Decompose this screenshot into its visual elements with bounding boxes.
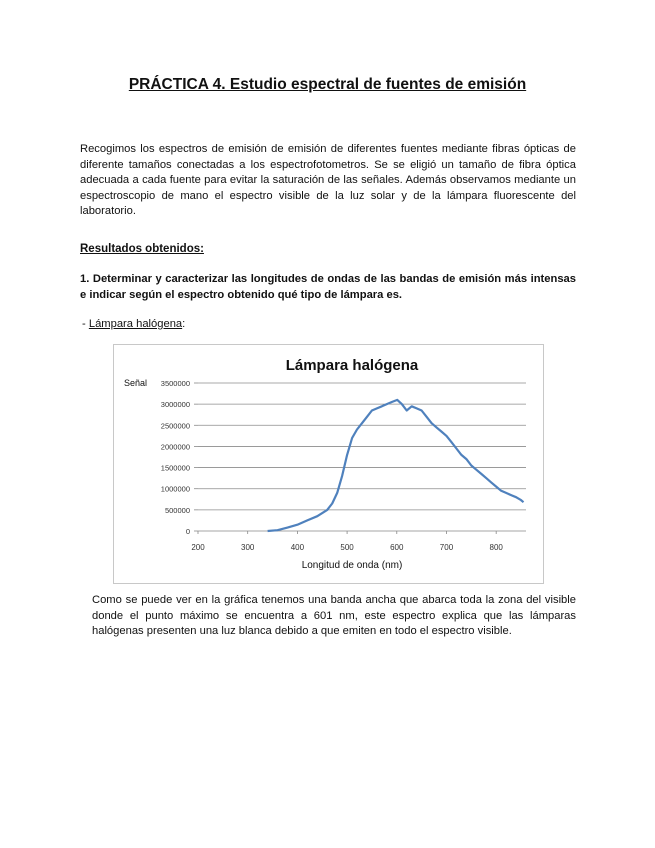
y-tick-label: 500000 — [164, 505, 190, 515]
x-tick-label: 400 — [290, 543, 305, 552]
spectrum-chart — [113, 344, 544, 584]
chart-title: Lámpara halógena — [285, 357, 419, 374]
y-tick-label: 1000000 — [160, 484, 190, 494]
x-tick-label: 700 — [439, 543, 454, 552]
results-heading: Resultados obtenidos: — [80, 243, 204, 255]
y-tick-label: 1500000 — [160, 463, 190, 473]
lamp-prefix: - — [82, 318, 89, 330]
lamp-label — [82, 318, 185, 330]
question-paragraph: 1. Determinar y caracterizar las longitudes de ondas de las bandas de emisión más intensas e indicar según el espectro obtenido qué tipo de lámpara es. — [80, 273, 576, 301]
y-tick-label: 2000000 — [160, 442, 190, 452]
x-tick-label: 800 — [489, 543, 503, 552]
y-tick-label: 3500000 — [160, 379, 190, 388]
y-tick-label: 3000000 — [160, 400, 190, 410]
chart-svg — [114, 345, 543, 583]
intro-paragraph: Recogimos los espectros de emisión de emisión de diferentes fuentes mediante fibras ópticas de diferente tamaños conectadas a los espectrofotometros. Se se eligió un tamaño de fibra óptica adecuada a cada fuente para evitar la saturación de las señales. Además observamos mediante un espectroscopio de mano el espectro visible de la luz solar y de la lámpara fluorescente del laboratorio. — [80, 143, 576, 217]
x-tick-label: 300 — [241, 543, 255, 552]
x-tick-label: 500 — [340, 543, 354, 552]
y-tick-label: 0 — [185, 527, 190, 536]
x-tick-label: 200 — [191, 543, 205, 552]
x-tick-label: 600 — [390, 543, 404, 552]
page-title: PRÁCTICA 4. Estudio espectral de fuentes de emisión — [128, 76, 527, 93]
lamp-name: Lámpara halógena — [88, 318, 183, 330]
x-axis-label: Longitud de onda (nm) — [301, 560, 403, 571]
y-axis-label: Señal — [124, 378, 148, 388]
lamp-suffix: : — [182, 318, 186, 330]
y-tick-label: 2500000 — [160, 421, 190, 431]
conclusion-paragraph: Como se puede ver en la gráfica tenemos una banda ancha que abarca toda la zona del visible donde el punto máximo se encuentra a 601 nm, este espectro explica que las lámparas halógenas presenten una luz blanca debido a que emiten en todo el espectro visible. — [92, 594, 576, 637]
series-line — [268, 400, 524, 531]
